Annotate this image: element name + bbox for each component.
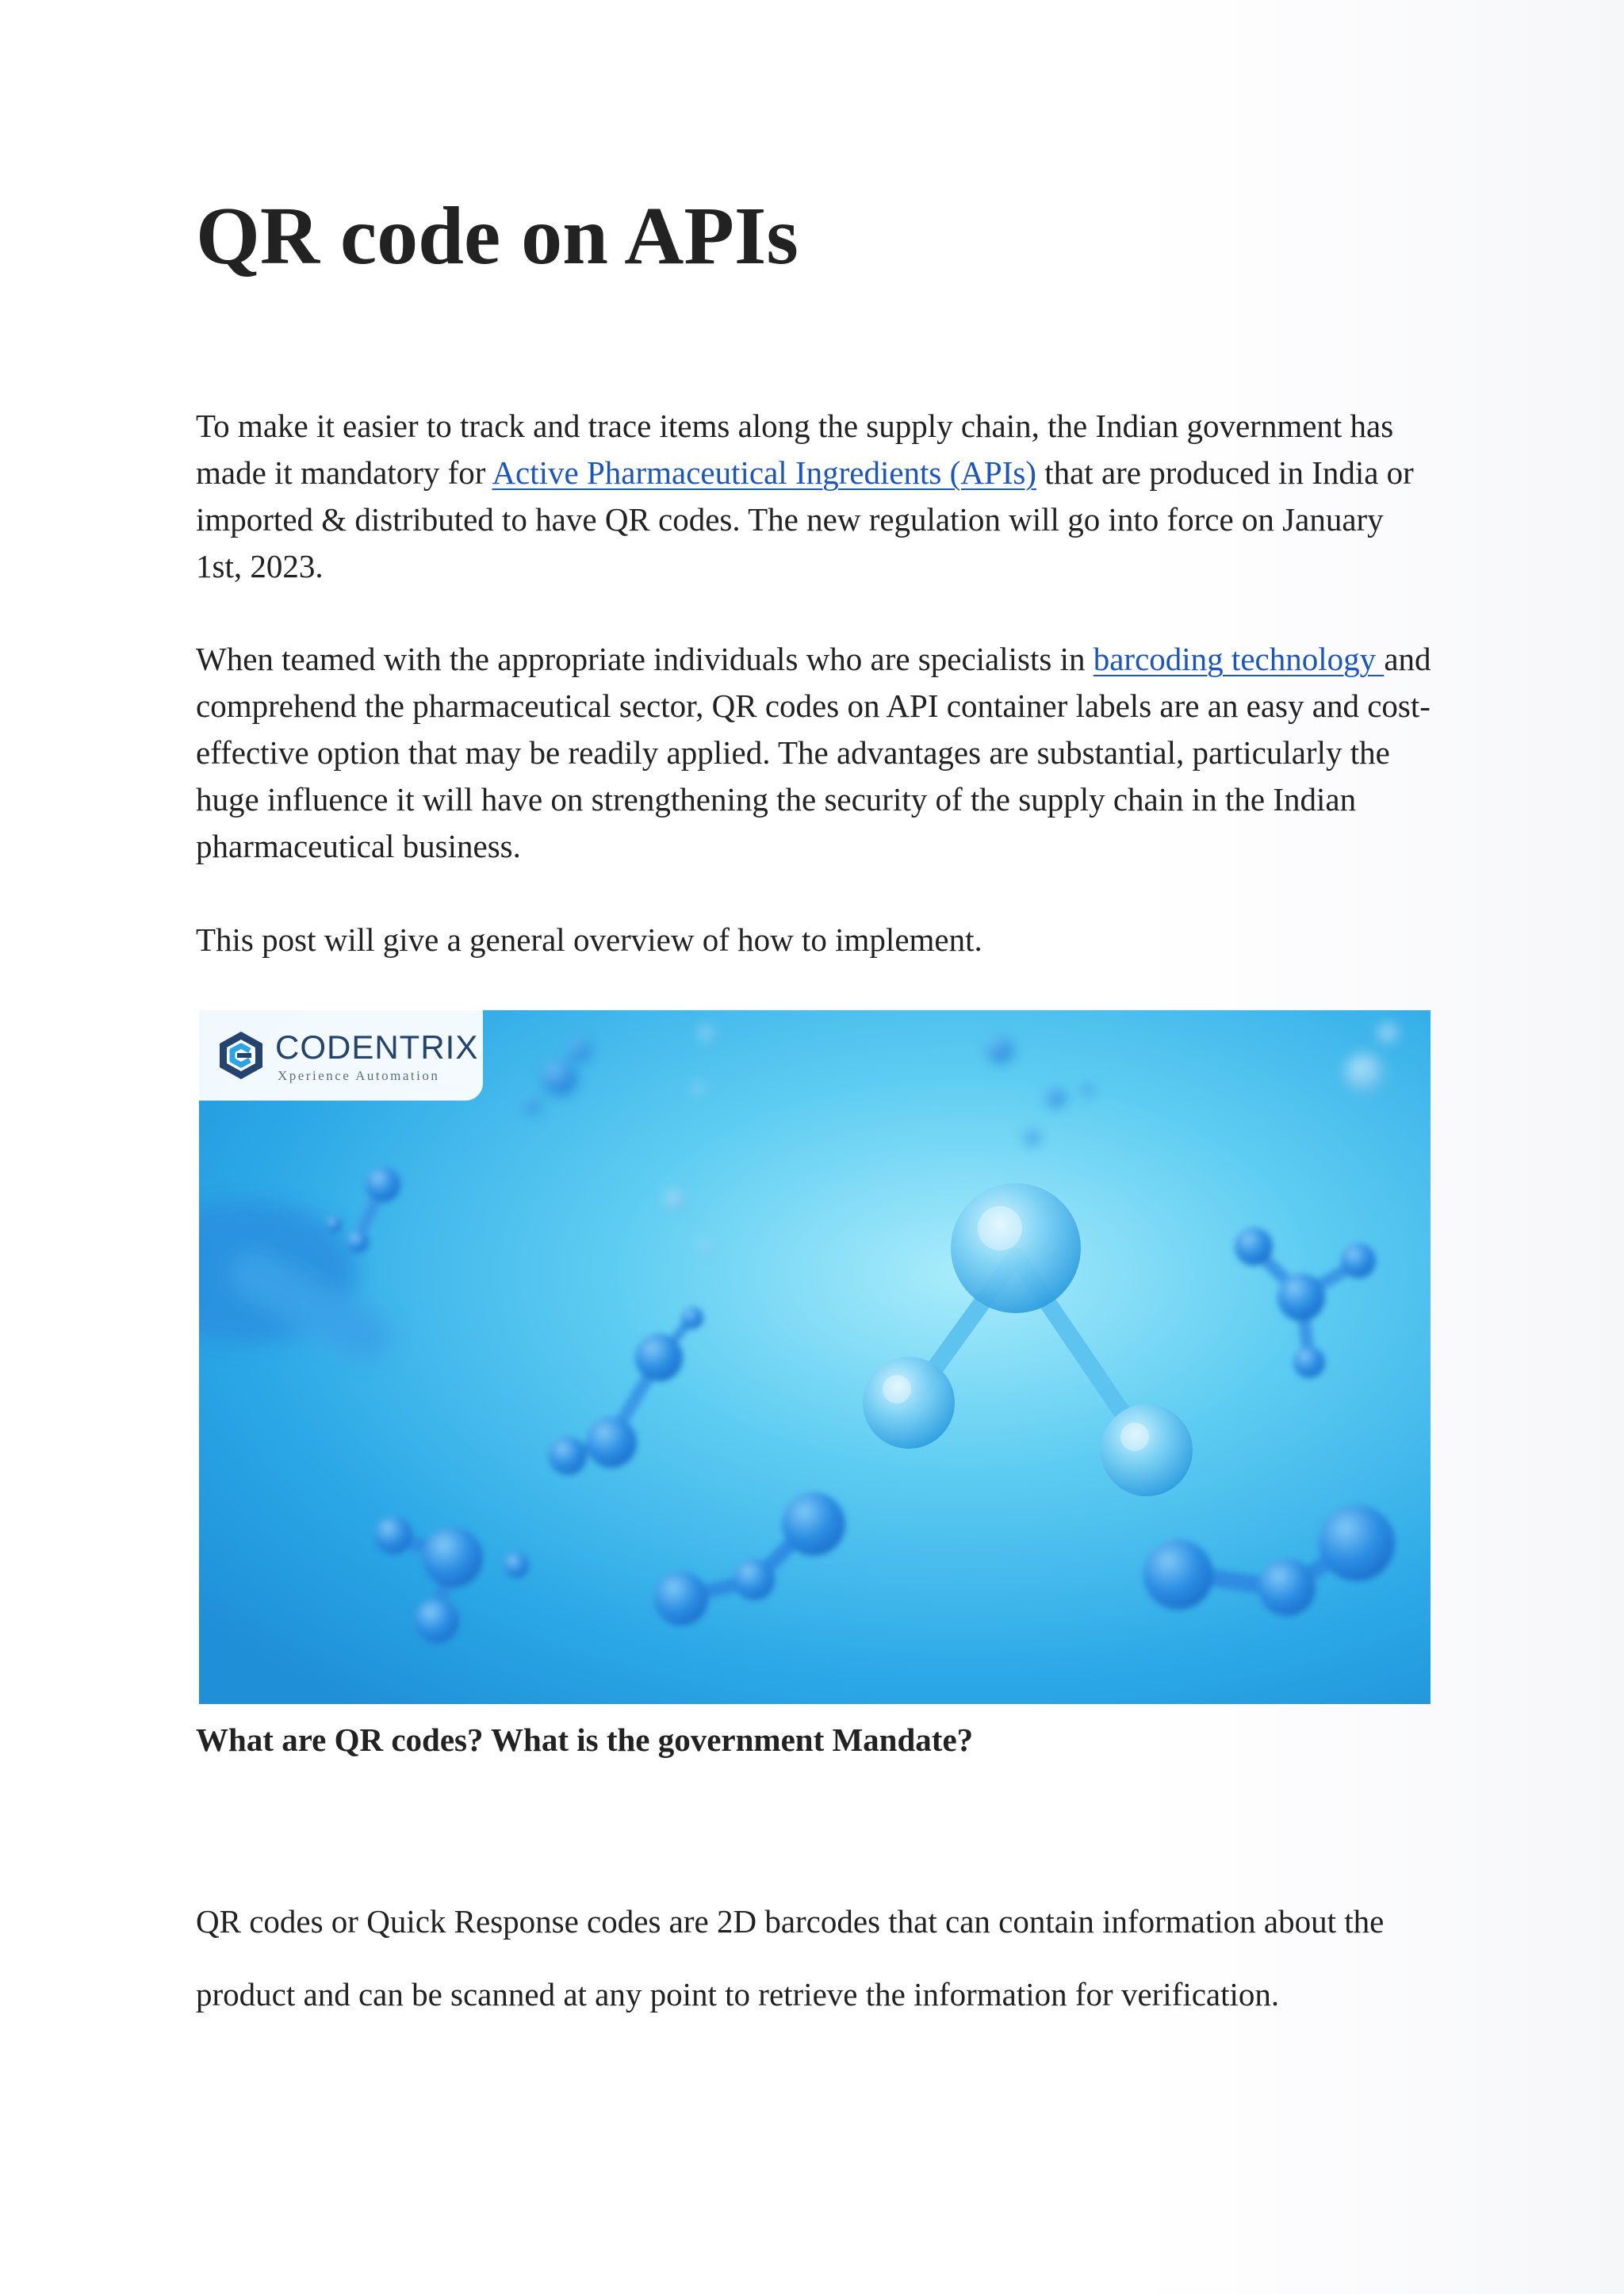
overview-paragraph: This post will give a general overview of how to implement. (196, 921, 982, 958)
codentrix-tagline: Xperience Automation (278, 1068, 440, 1083)
intro-paragraph (196, 403, 1433, 590)
intro-text-start: To make it easier to track and trace items along the supply chain, the Indian government has made it mandatory for (196, 408, 1394, 491)
specialists-text-start: When teamed with the appropriate individuals who are specialists in (196, 641, 1094, 677)
specialists-paragraph (196, 636, 1433, 870)
page-title: QR code on APIs (196, 190, 799, 281)
barcoding-technology-link[interactable]: barcoding technology (1093, 641, 1385, 677)
molecule-hero-image (199, 1010, 1431, 1704)
codentrix-brand-name: CODENTRIX (275, 1028, 479, 1066)
qr-section-heading: What are QR codes? What is the government Mandate? (196, 1721, 974, 1758)
codentrix-logo-icon (215, 1029, 267, 1082)
qr-definition-paragraph: QR codes or Quick Response codes are 2D barcodes that can contain information about the product and can be scanned at any point to retrieve the information for verification. (196, 1903, 1385, 2013)
intro-text-end: that are produced in India or imported & distributed to have QR codes. The new regulation will go into force on January 1st, 2023. (196, 454, 1414, 584)
api-link[interactable]: Active Pharmaceutical Ingredients (APIs) (492, 454, 1036, 491)
codentrix-logo-card (199, 1010, 483, 1101)
specialists-text-end: and comprehend the pharmaceutical sector, QR codes on API container labels are an easy and cost-effective option that may be readily applied. The advantages are substantial, particularly the huge influence it will have on strengthening the security of the supply chain in the Indian pharmaceutical business. (196, 641, 1431, 864)
molecule-illustration (199, 1010, 1431, 1704)
